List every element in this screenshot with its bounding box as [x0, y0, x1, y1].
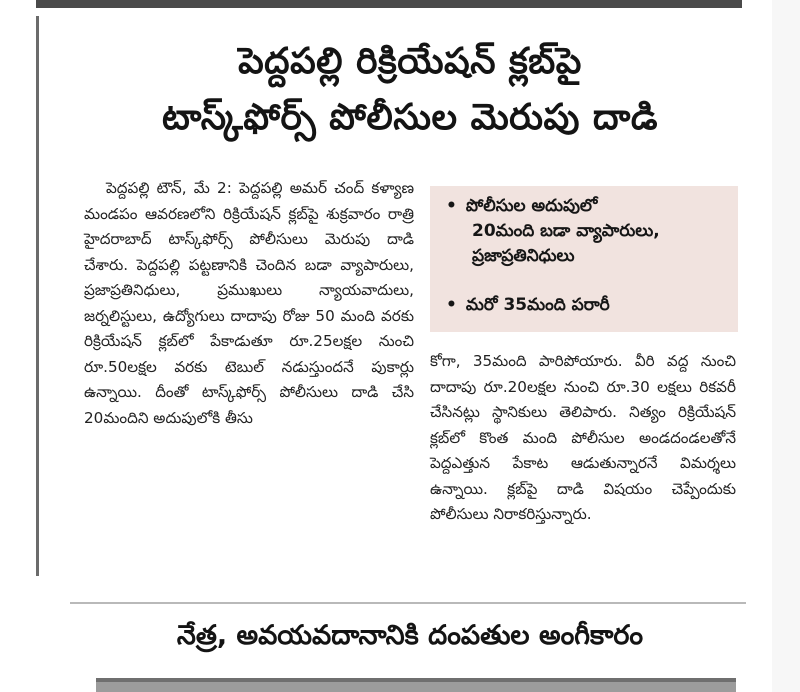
top-rule [36, 0, 742, 8]
photo-border [96, 678, 736, 682]
bullet-icon: • [446, 295, 457, 315]
headline-line-1: పెద్దపల్లి రిక్రియేషన్ క్లబ్‌పై [238, 41, 582, 82]
left-column-rule [36, 16, 39, 576]
article-body-right-text: కోగా, 35మంది పారిపోయారు. వీరి వద్ద నుంచి దాదాపు రూ.20లక్షల నుంచి రూ.30 లక్షలు రికవరీ చేసినట్లు స్థానికులు తెలిపారు. నిత్యం రిక్రియేషన్ క్లబ్‌లో కొంత మంది పోలీసుల అండదండలతోనే పెద్దఎత్తున పేకాట ఆడుతున్నారనే విమర్శలు ఉన్నాయి. క్లబ్‌పై దాడి విషయం చెప్పేందుకు పోలీసులు నిరాకరిస్తున్నారు. [430, 352, 736, 523]
headline-line-2: టాస్క్‌ఫోర్స్ పోలీసుల మెరుపు దాడి [161, 97, 659, 138]
bullet-icon: • [446, 196, 457, 216]
article-divider [70, 602, 746, 604]
highlight-item-1 [446, 194, 728, 269]
next-article-headline: నేత్ర, అవయవదానానికి దంపతుల అంగీకారం [176, 620, 644, 651]
highlight-item-2 [446, 293, 728, 318]
highlight-item-1-line-a: పోలీసుల అదుపులో [465, 196, 598, 216]
highlight-item-1-line-c: ప్రజాప్రతినిధులు [472, 246, 575, 266]
article-body-right-column [430, 349, 736, 589]
highlight-box [430, 186, 738, 332]
page-edge [772, 0, 800, 692]
article-body-left-text: పెద్దపల్లి టౌన్, మే 2: పెద్దపల్లి అమర్ చంద్ కళ్యాణ మండపం ఆవరణలోని రిక్రియేషన్ క్లబ్‌పై శుక్రవారం రాత్రి హైదరాబాద్ టాస్క్‌ఫోర్స్ పోలీసులు మెరుపు దాడి చేశారు. పెద్దపల్లి పట్టణానికి చెందిన బడా వ్యాపారులు, ప్రజాప్రతినిధులు, ప్రముఖులు న్యాయవాదులు, జర్నలిస్టులు, ఉద్యోగులు దాదాపు రోజు 50 మంది వరకు రిక్రియేషన్ క్లబ్‌లో పేకాడుతూ రూ.25లక్షల నుంచి రూ.50లక్షల వరకు టెబుల్ నడుస్తుందనే పుకార్లు ఉన్నాయి. దీంతో టాస్క్‌ఫోర్స్ పోలీసులు దాడి చేసి 20మందిని అదుపులోకి తీసు [84, 179, 414, 427]
article-body-left-column [84, 176, 414, 596]
highlight-item-2-text: మరో 35మంది పరారీ [465, 295, 610, 315]
highlight-item-1-line-b: 20మంది బడా వ్యాపారులు, [472, 221, 660, 241]
